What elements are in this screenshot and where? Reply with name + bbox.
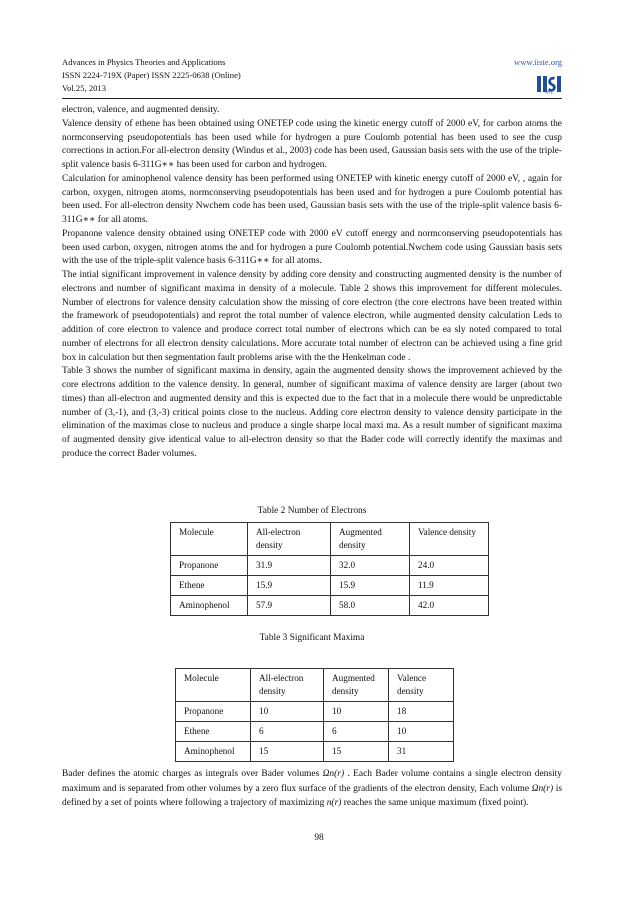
paragraph: The intial significant improvement in valence density by adding core density and constructing augmented density is the number of electrons and number of significant maxima in density of a molecule. Table 2 shows this improvement for different molecules. Number of electrons for valence density calculation show the missing of core electron (the core electrons have been treated within the framework of pseudopotentials) and reprot the total number of valence electron, while augmented density calculation Leds to addition of core electron to valence and produce correct total number of electrons which can be ea sly noted compared to total number of electrons for all electron density calculations. More accurate total number of electron can be achieved using a fine grid box in calculation but then segmentation fault problems arise with the the Henkelman code .: [62, 270, 562, 363]
iiste-logo-icon: [536, 74, 562, 94]
bader-text: reaches the same unique maximum (fixed point).: [341, 798, 529, 808]
table-cell: 15.9: [248, 576, 331, 596]
table2: [170, 522, 489, 616]
table-header-cell: All-electron density: [251, 669, 324, 702]
table-row: [176, 702, 454, 722]
table-cell: 10: [251, 702, 324, 722]
table-cell: 42.0: [410, 596, 489, 616]
table-cell: Propanone: [176, 702, 251, 722]
table-header-cell: Valence density: [389, 669, 454, 702]
journal-issn: ISSN 2224-719X (Paper) ISSN 2225-0638 (Online): [62, 70, 241, 80]
omega-symbol: Ωn(r): [531, 783, 554, 794]
table-cell: 6: [324, 722, 389, 742]
table-cell: 32.0: [331, 556, 410, 576]
journal-url[interactable]: www.iiste.org: [514, 57, 562, 67]
bader-text: Bader defines the atomic charges as integrals over Bader volumes: [62, 769, 323, 779]
paragraph: Table 3 shows the number of significant maxima in density, again the augmented density shows the improvement achieved by the core electrons addition to the valence density. In general, number of significant maxima of valence density are larger (about two times) than all-electron and augmented density and this is expected due to the fact that in a molecule there would be unpredictable number of (3,-1), and (3,-3) critical points close to the nucleus. Adding core electron density to valence density participate in the elimination of the maximas close to nucleus and produce a single sharpe local maxi ma. As a result number of significant maxima of augmented density give identical value to all-electron density so that the Bader code will correctly identify the maximas and produce the correct Bader volumes.: [62, 366, 562, 459]
table-header-cell: All-electron density: [248, 523, 331, 556]
table-header-cell: Augmented density: [331, 523, 410, 556]
table-cell: 24.0: [410, 556, 489, 576]
table-cell: 31.9: [248, 556, 331, 576]
table-cell: Aminophenol: [176, 742, 251, 762]
table-cell: 10: [389, 722, 454, 742]
table-row: [176, 742, 454, 762]
journal-name: Advances in Physics Theories and Applications: [62, 57, 226, 67]
bader-paragraph: [62, 767, 562, 811]
table-cell: 57.9: [248, 596, 331, 616]
body-text: [62, 104, 562, 462]
table-row: [176, 722, 454, 742]
table-cell: 18: [389, 702, 454, 722]
table-header-cell: Augmented density: [324, 669, 389, 702]
table-cell: 31: [389, 742, 454, 762]
table2-caption: Table 2 Number of Electrons: [257, 506, 367, 516]
journal-volume: Vol.25, 2013: [62, 83, 107, 93]
paragraph: Valence density of ethene has been obtained using ONETEP code using the kinetic energy cutoff of 2000 eV, for carbon atoms the normconserving pseudopotentials has been used while for hydrogen a pure Coulomb potential has been used to see the cusp corrections in action.For all-electron density (Windus et al., 2003) code has been used, Gaussian basis sets with the use of the triple-split valence basis 6-311G∗∗ has been used for carbon and hydrogen.: [62, 118, 562, 170]
table-cell: 15: [251, 742, 324, 762]
bader-text: . Each Bader volume contains a single electron density maximum and is separated from other volumes by a zero flux surface of the gradients of the electron density, Each volume: [62, 769, 562, 794]
table-cell: 11.9: [410, 576, 489, 596]
table-cell: 6: [251, 722, 324, 742]
table-header-cell: Valence density: [410, 523, 489, 556]
table-cell: 58.0: [331, 596, 410, 616]
table-cell: 15: [324, 742, 389, 762]
paragraph: Propanone valence density obtained using ONETEP code with 2000 eV cutoff energy and normconserving pseudopotentials has been used carbon, oxygen, nitrogen atoms the and for hydrogen a pure Coulomb potential.Nwchem code using Gaussian basis sets with the use of the triple-split valence basis 6-311G∗∗ for all atoms.: [62, 228, 562, 267]
table-header-cell: Molecule: [171, 523, 248, 556]
table3: [175, 668, 454, 762]
table3-caption: Table 3 Significant Maxima: [259, 633, 365, 643]
table-cell: Ethene: [176, 722, 251, 742]
bader-text: is defined by a set of points where following a trajectory of maximizing: [62, 783, 562, 808]
table-cell: 10: [324, 702, 389, 722]
paragraph: Calculation for aminophenol valence density has been performed using ONETEP with kinetic energy cutoff of 2000 eV, , again for carbon, oxygen, nitrogen atoms, normconserving pseudopotentials has been used and for hydrogen a pure Coulomb potential has been used. For all-electron density Nwchem code has been used, Gaussian basis sets with the use of the triple-split valence basis 6-311G∗∗ for all atoms.: [62, 173, 562, 225]
paragraph: electron, valence, and augmented density.: [62, 105, 220, 115]
table-cell: Propanone: [171, 556, 248, 576]
omega-symbol: Ωn(r): [322, 769, 345, 779]
table-header-cell: Molecule: [176, 669, 251, 702]
page-number: 98: [314, 833, 324, 843]
header-rule: [62, 98, 562, 99]
table-cell: 15.9: [331, 576, 410, 596]
density-symbol: n(r): [326, 798, 342, 808]
table-header-row: [176, 669, 454, 702]
page-header: [62, 56, 562, 95]
table-header-row: [171, 523, 489, 556]
table-row: [171, 596, 489, 616]
table-cell: Aminophenol: [171, 596, 248, 616]
table-row: [171, 576, 489, 596]
table-cell: Ethene: [171, 576, 248, 596]
logo-text: IISTE: [545, 90, 553, 94]
table-row: [171, 556, 489, 576]
